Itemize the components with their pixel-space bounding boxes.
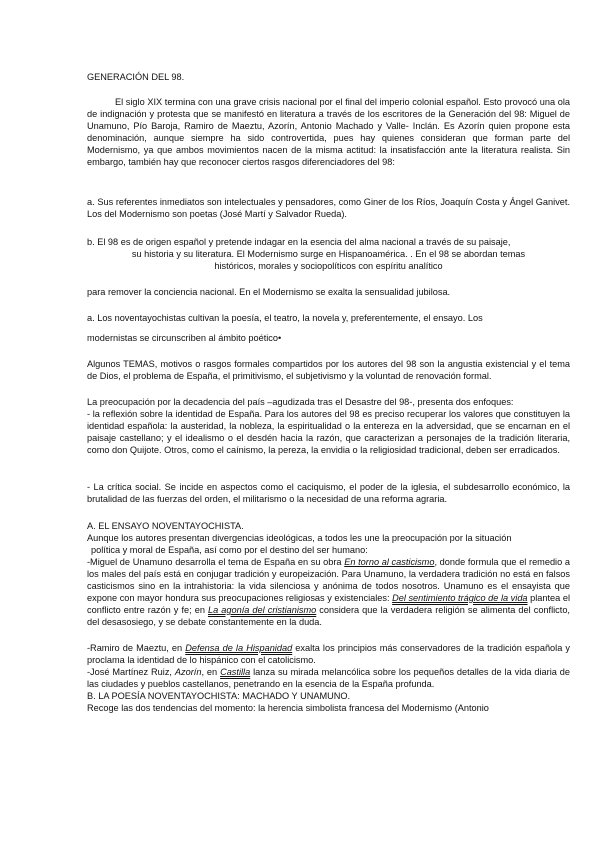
ensayo-intro-2: política y moral de España, así como por el destino del ser humano:	[91, 545, 368, 555]
ensayo-heading: A. EL ENSAYO NOVENTAYOCHISTA.	[87, 521, 244, 531]
point-a-generos	[87, 312, 570, 344]
modernistas-text: modernistas se circunscriben al ámbito poético	[87, 333, 278, 343]
point-b-line-2: su historia y su literatura. El Modernismo surge en Hispanoamérica. . En el 98 se abordan temas	[131, 249, 526, 259]
book-sentimiento-tragico: Del sentimiento trágico de la vida	[392, 593, 528, 603]
point-b-origen	[87, 236, 570, 298]
poesia-text: Recoge las dos tendencias del momento: la herencia simbolista francesa del Modernismo (Antonio	[87, 703, 489, 713]
book-en-torno-al-casticismo: En torno al casticismo	[344, 557, 435, 567]
maeztu-text-1: -Ramiro de Maeztu, en	[87, 643, 186, 653]
unamuno-text-4: considera que la verdadera religión se alimenta del conflicto, del desasosiego, y se debate constantemente en la duda.	[87, 605, 570, 627]
book-defensa-hispanidad: Defensa de la Hispanidad	[185, 643, 293, 653]
intro-text-2: termina con una grave crisis nacional por el final del imperio colonial español. Esto provocó una ola de indignación y protesta que se manifestó en literatura a través de los escritores de la Generación del 98: Miguel de Unamuno, Pío Baroja, Ramiro de Maeztu, Azorín, Antonio Machado y Valle- Inclán. Es Azorín quien propone esta denominación, aunque siempre ha sido controvertida, pues hay quienes consideran que forman parte del Modernismo, ya que ambos movimientos nacen de la misma actitud: la insatisfacción ante la literatura realista. Sin embargo, también hay que reconocer ciertos rasgos diferenciadores del 98:	[87, 97, 570, 167]
maeztu-paragraph	[87, 642, 570, 666]
generos-text: a. Los noventayochistas cultivan la poesía, el teatro, la novela y, preferentemente, el	[87, 313, 434, 323]
point-b-line-3: históricos, morales y sociopolíticos con espíritu analítico	[214, 261, 443, 271]
point-a-referentes: a. Sus referentes inmediatos son intelectuales y pensadores, como Giner de los Ríos, Joaquín Costa y Ángel Ganivet. Los del Modernismo son poetas (José Martí y Salvador Rueda).	[87, 197, 570, 219]
azorin-text-3: lanza su mirada melancólica sobre los pequeños detalles de la vida diaria de las ciudades y pueblos castellanos, penetrando en la esencia de la España profunda.	[87, 667, 570, 689]
temas-paragraph: Algunos TEMAS, motivos o rasgos formales compartidos por los autores del 98 son la angustia existencial y el tema de Dios, el problema de España, el primitivismo, el subjetivismo y la voluntad de renovación formal.	[87, 359, 570, 381]
azorin-text-1: -José Martínez Ruiz,	[87, 667, 175, 677]
poesia-heading: B. LA POESÍA NOVENTAYOCHISTA: MACHADO Y UNAMUNO.	[87, 691, 351, 701]
ensayo-section	[87, 520, 570, 714]
ensayo-intro-1: Aunque los autores presentan divergencias ideológicas, a todos les une la preocupación por la situación	[87, 533, 512, 543]
identidad-paragraph: - la reflexión sobre la identidad de España. Para los autores del 98 es preciso recuperar los valores que constituyen la identidad española: la austeridad, la nobleza, la espiritualidad o la entereza en la adversidad, que se encarnan en el paisaje castellano; y el idealismo o el desdén hacia la razón, que caracterizan a personajes de la tradición literaria, como don Quijote. Otros, como el caínismo, la pereza, la envidia o la religiosidad tradicional, deben ser erradicados.	[87, 409, 570, 455]
page-title: GENERACIÓN DEL 98.	[87, 72, 185, 82]
azorin-name: Azorín	[174, 667, 202, 677]
preocupacion-section	[87, 396, 570, 456]
ensayo-word: ensayo	[433, 313, 463, 323]
intro-paragraph	[87, 96, 570, 168]
intro-text-1: El siglo	[115, 97, 148, 107]
bullet-dot: •	[278, 333, 282, 343]
point-b-line-1: b. El 98 es de origen español y pretende indagar en la esencia del alma nacional a través de su paisaje,	[87, 237, 511, 247]
intro-century: XIX	[147, 97, 163, 107]
unamuno-paragraph	[87, 556, 570, 628]
azorin-paragraph	[87, 666, 570, 690]
critica-social-paragraph: - La crítica social. Se incide en aspectos como el caciquismo, el poder de la iglesia, el subdesarrollo económico, la brutalidad de las fuerzas del orden, el militarismo o la necesidad de una reforma agraria.	[87, 482, 570, 504]
generos-text-end: . Los	[462, 313, 483, 323]
preocupacion-intro: La preocupación por la decadencia del país –agudizada tras el Desastre del 98-, presenta dos enfoques:	[87, 397, 514, 407]
azorin-text-2: , en	[201, 667, 221, 677]
book-castilla: Castilla	[220, 667, 251, 677]
unamuno-text-3: plantea el conflicto entre razón y fe; en	[87, 593, 570, 615]
unamuno-text-1: -Miguel de Unamuno desarrolla el tema de España en su obra	[87, 557, 345, 567]
point-b-line-4: para remover la conciencia nacional. En el Modernismo se exalta la sensualidad jubilosa.	[87, 287, 451, 297]
book-agonia-del-cristianismo: La agonía del cristianismo	[207, 605, 317, 615]
unamuno-text-2: , donde formula que el remedio a los males del país está en conjugar tradición y europeización. Para Unamuno, la verdadera tradición no está en falsos casticismos sino en la intrahistoria: la vida silenciosa y anónima de todos nosotros. Unamuno es el ensayista que expone con mayor hondura sus preocupaciones religiosas y existenciales:	[87, 557, 570, 603]
maeztu-text-2: exalta los principios más conservadores de la tradición española y proclama la identidad de lo hispánico con el catolicismo.	[87, 643, 571, 665]
